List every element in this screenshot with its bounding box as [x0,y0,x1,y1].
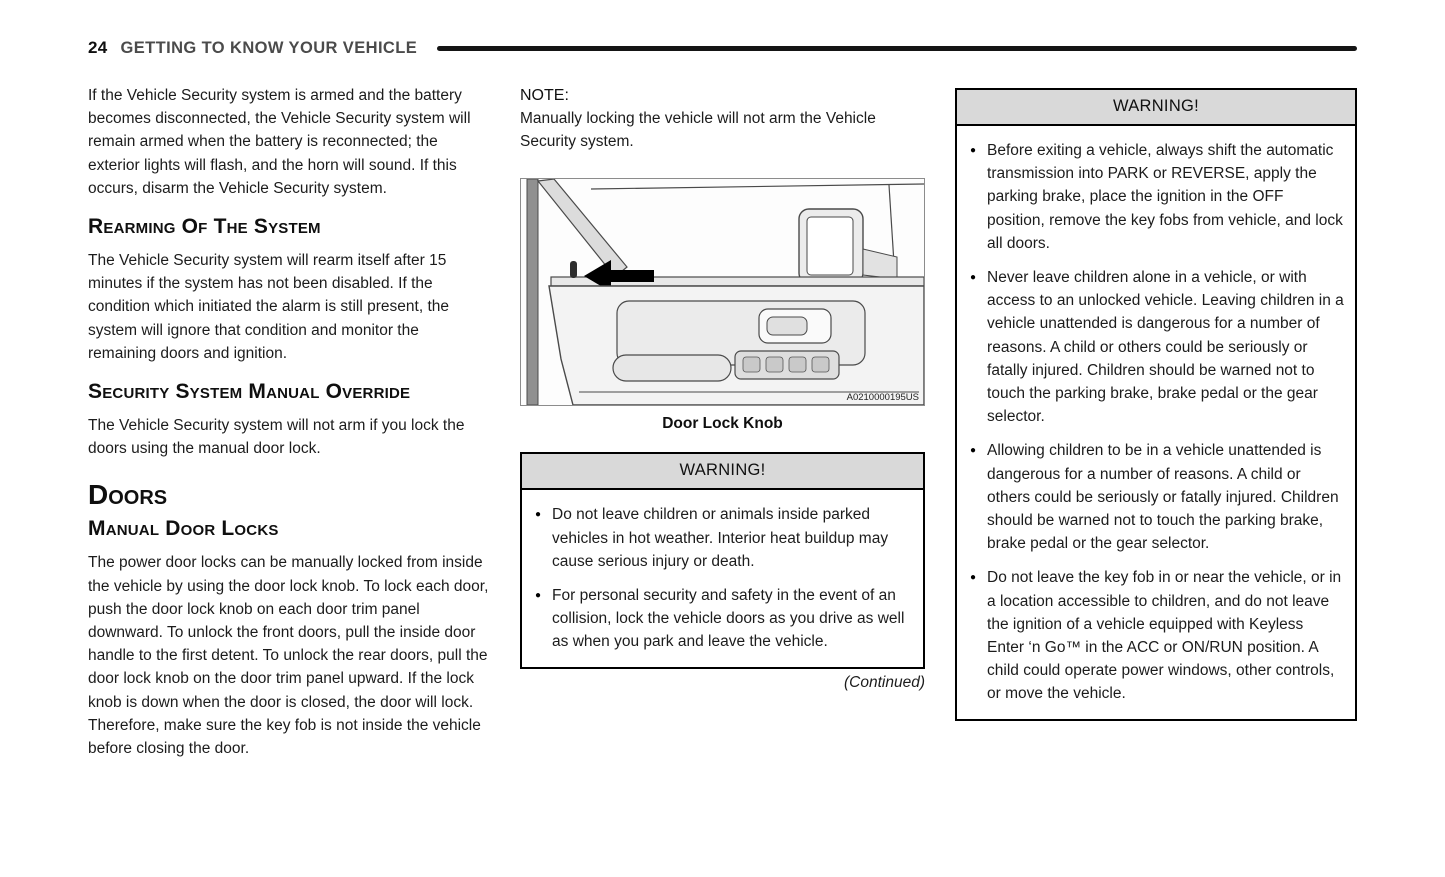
bullet-icon: ● [970,445,977,457]
warning-bullet [970,566,1344,705]
warning-bullet [970,139,1344,255]
heading-security-system-manual-override: Security System Manual Override [88,380,411,404]
warning-title: WARNING! [522,454,923,490]
bullet-icon: ● [970,572,977,584]
warning-bullet [535,503,912,573]
right-column [955,88,1357,721]
figure-caption: Door Lock Knob [662,415,783,433]
armrest-shape [613,355,731,381]
warning-box-exiting-vehicle [955,88,1357,721]
warning-bullet-text: Do not leave the key fob in or near the vehicle, or in a location accessible to children, and do not leave the ignition of a vehicle equipped with Keyless Enter ‘n Go™ in the ACC or ON/RUN position. A child could operate power windows, other controls, or move the vehicle. [987,569,1342,703]
figure-code: A0210000195US [846,392,919,404]
warning-bullet-text: For personal security and safety in the event of an collision, lock the vehicle doors as you drive as well as when you park and leave the vehicle. [552,587,905,651]
door-edge-shape [527,179,538,405]
warning-bullet-text: Do not leave children or animals inside parked vehicles in hot weather. Interior heat buildup may cause serious injury or death. [552,506,889,570]
warning-bullet-text: Before exiting a vehicle, always shift the automatic transmission into PARK or REVERSE, apply the parking brake, place the ignition in the OFF position, remove the key fobs from vehicle, and lock all doors. [987,142,1343,252]
heading-rearming-of-the-system: Rearming Of The System [88,215,321,239]
heading-doors: Doors [88,479,168,511]
middle-column [520,84,925,692]
continued-marker: (Continued) [844,673,925,691]
warning-body [522,490,923,666]
bullet-icon: ● [970,145,977,156]
warning-title: WARNING! [957,90,1355,126]
warning-bullet [970,266,1344,428]
door-interior-illustration [521,179,924,405]
warning-bullet-text: Never leave children alone in a vehicle, or with access to an unlocked vehicle. Leaving children in a vehicle unattended is dangerous for a number of reasons. A child or others could be seriously or fatally injured. Children should be warned not to touch the parking brake, brake pedal or the gear selector. [987,269,1344,426]
door-lock-knob-figure [520,178,925,406]
bullet-icon: ● [535,509,542,521]
bullet-icon: ● [970,272,977,284]
header-rule [437,46,1357,51]
warning-bullet [970,439,1344,555]
note-label: NOTE: [520,87,569,104]
override-paragraph: The Vehicle Security system will not arm if you lock the doors using the manual door lock. [88,417,465,458]
door-lock-knob-shape [570,261,577,278]
warning-box-doors [520,452,925,668]
warning-body [957,126,1355,719]
security-armed-paragraph: If the Vehicle Security system is armed and the battery becomes disconnected, the Vehicle Security system will remain armed when the battery is reconnected; the exterior lights will flash, and the horn will sound. If this occurs, disarm the Vehicle Security system. [88,87,471,197]
chapter-title: GETTING TO KNOW YOUR VEHICLE [120,38,418,57]
page-header [88,38,1357,58]
manual-door-locks-paragraph: The power door locks can be manually locked from inside the vehicle by using the door lock knob. To lock each door, push the door lock knob on each door trim panel downward. To unlock the front doors, pull the inside door handle to the first detent. To unlock the rear doors, pull the door lock knob on the door trim panel upward. If the lock knob is down when the door is closed, the door will lock. Therefore, make sure the key fob is not inside the vehicle before closing the door. [88,554,489,758]
heading-manual-door-locks: Manual Door Locks [88,517,279,541]
rearming-paragraph: The Vehicle Security system will rearm itself after 15 minutes if the system has not been disabled. If the condition which initiated the alarm is still present, the system will ignore that condition and monitor the remaining doors and ignition. [88,252,449,362]
warning-bullet [535,584,912,654]
note-text: Manually locking the vehicle will not arm the Vehicle Security system. [520,110,876,151]
left-column [88,84,490,760]
bullet-icon: ● [535,590,542,602]
warning-bullet-text: Allowing children to be in a vehicle unattended is dangerous for a number of reasons. A child or others could be seriously or fatally injured. Children should be warned not to touch the parking brake, brake pedal or the gear selector. [987,442,1339,553]
page-number: 24 [88,38,108,57]
